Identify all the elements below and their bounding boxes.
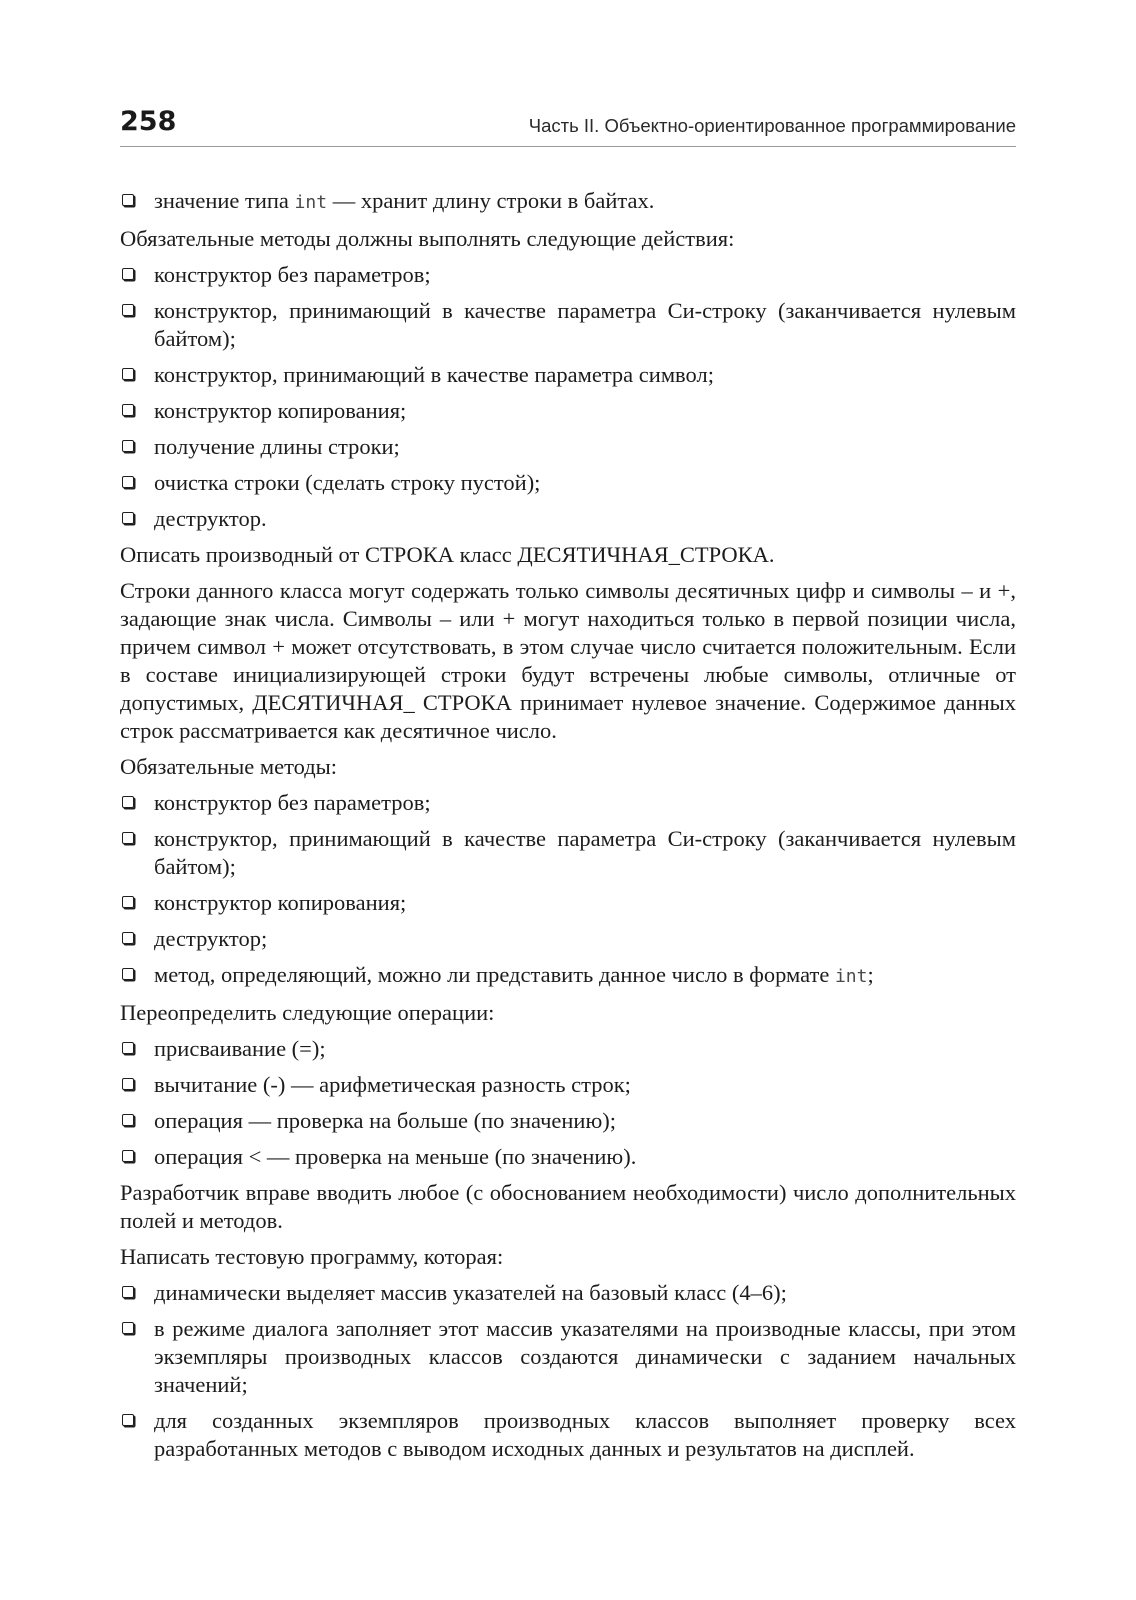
paragraph: Обязательные методы: — [120, 754, 338, 779]
checkbox-bullet-icon — [122, 440, 134, 452]
checkbox-bullet-icon — [122, 194, 134, 206]
list-item — [120, 1315, 1016, 1399]
list-item-text: получение длины строки; — [154, 434, 400, 459]
checkbox-bullet-icon — [122, 404, 134, 416]
paragraph: Обязательные методы должны выполнять следующие действия: — [120, 226, 735, 251]
list-item-text: метод, определяющий, можно ли представить данное число в формате — [154, 962, 835, 987]
list-item — [120, 1107, 1016, 1135]
checkbox-bullet-icon — [122, 1414, 134, 1426]
list-item — [120, 889, 1016, 917]
running-head: Часть II. Объектно-ориентированное программирование — [528, 115, 1016, 136]
list-item — [120, 961, 1016, 991]
checkbox-bullet-icon — [122, 832, 134, 844]
list-item — [120, 1071, 1016, 1099]
list-item — [120, 433, 1016, 461]
list-item-text: вычитание (-) — арифметическая разность строк; — [154, 1072, 631, 1097]
checkbox-bullet-icon — [122, 1286, 134, 1298]
list-item — [120, 261, 1016, 289]
list-item-text: присваивание (=); — [154, 1036, 326, 1061]
list-item-text: очистка строки (сделать строку пустой); — [154, 470, 541, 495]
list-item-text: в режиме диалога заполняет этот массив указателями на производные классы, при этом экземпляры производных классов создаются динамически с заданием начальных значений; — [154, 1316, 1016, 1397]
checkbox-bullet-icon — [122, 304, 134, 316]
list-item-text: конструктор без параметров; — [154, 790, 431, 815]
list-item-text: конструктор копирования; — [154, 398, 407, 423]
paragraph: Строки данного класса могут содержать только символы десятичных цифр и символы – и +, задающие знак числа. Символы – или + могут находиться только в первой позиции числа, причем символ + может отсутствовать, в этом случае число считается положительным. Если в составе инициализирующей строки будут встречены любые символы, отличные от допустимых, ДЕСЯТИЧНАЯ_ СТРОКА принимает нулевое значение. Содержимое данных строк рассматривается как десятичное число. — [120, 578, 1016, 743]
checkbox-bullet-icon — [122, 932, 134, 944]
checkbox-bullet-icon — [122, 512, 134, 524]
list-item — [120, 1407, 1016, 1463]
list-item-text: конструктор без параметров; — [154, 262, 431, 287]
list-item-text: для созданных экземпляров производных классов выполняет проверку всех разработанных методов с выводом исходных данных и результатов на дисплей. — [154, 1408, 1016, 1461]
checkbox-bullet-icon — [122, 1150, 134, 1162]
list-item — [120, 789, 1016, 817]
list-item — [120, 825, 1016, 881]
list-item-text: конструктор, принимающий в качестве параметра символ; — [154, 362, 714, 387]
list-item — [120, 361, 1016, 389]
list-item-text: значение типа — [154, 188, 295, 213]
list-item-text: деструктор. — [154, 506, 267, 531]
checkbox-bullet-icon — [122, 268, 134, 280]
list-item — [120, 187, 1016, 217]
checkbox-bullet-icon — [122, 1078, 134, 1090]
checkbox-bullet-icon — [122, 1042, 134, 1054]
list-item — [120, 469, 1016, 497]
list-item-text: операция < — проверка на меньше (по значению). — [154, 1144, 637, 1169]
checkbox-bullet-icon — [122, 896, 134, 908]
paragraph: Описать производный от СТРОКА класс ДЕСЯТИЧНАЯ_СТРОКА. — [120, 542, 775, 567]
list-item-text: конструктор, принимающий в качестве параметра Си-строку (заканчивается нулевым байтом); — [154, 826, 1016, 879]
inline-code: int — [294, 192, 328, 213]
checkbox-bullet-icon — [122, 968, 134, 980]
list-item-text: конструктор, принимающий в качестве параметра Си-строку (заканчивается нулевым байтом); — [154, 298, 1016, 351]
list-item — [120, 1035, 1016, 1063]
list-item — [120, 925, 1016, 953]
checkbox-bullet-icon — [122, 368, 134, 380]
list-item — [120, 297, 1016, 353]
page-header — [120, 106, 1016, 147]
inline-code: int — [834, 966, 868, 987]
list-item-text: операция — проверка на больше (по значению); — [154, 1108, 617, 1133]
checkbox-bullet-icon — [122, 476, 134, 488]
list-item — [120, 1279, 1016, 1307]
page-body — [120, 187, 1016, 1471]
checkbox-bullet-icon — [122, 1114, 134, 1126]
page-number: 258 — [120, 106, 177, 137]
checkbox-bullet-icon — [122, 796, 134, 808]
paragraph: Переопределить следующие операции: — [120, 1000, 495, 1025]
paragraph: Написать тестовую программу, которая: — [120, 1244, 504, 1269]
list-item-text: деструктор; — [154, 926, 268, 951]
list-item — [120, 505, 1016, 533]
list-item-text: — хранит длину строки в байтах. — [327, 188, 655, 213]
list-item-text: конструктор копирования; — [154, 890, 407, 915]
paragraph: Разработчик вправе вводить любое (с обоснованием необходимости) число дополнительных полей и методов. — [120, 1180, 1016, 1233]
list-item — [120, 397, 1016, 425]
list-item-text: динамически выделяет массив указателей на базовый класс (4–6); — [154, 1280, 787, 1305]
list-item-text: ; — [867, 962, 874, 987]
checkbox-bullet-icon — [122, 1322, 134, 1334]
list-item — [120, 1143, 1016, 1171]
